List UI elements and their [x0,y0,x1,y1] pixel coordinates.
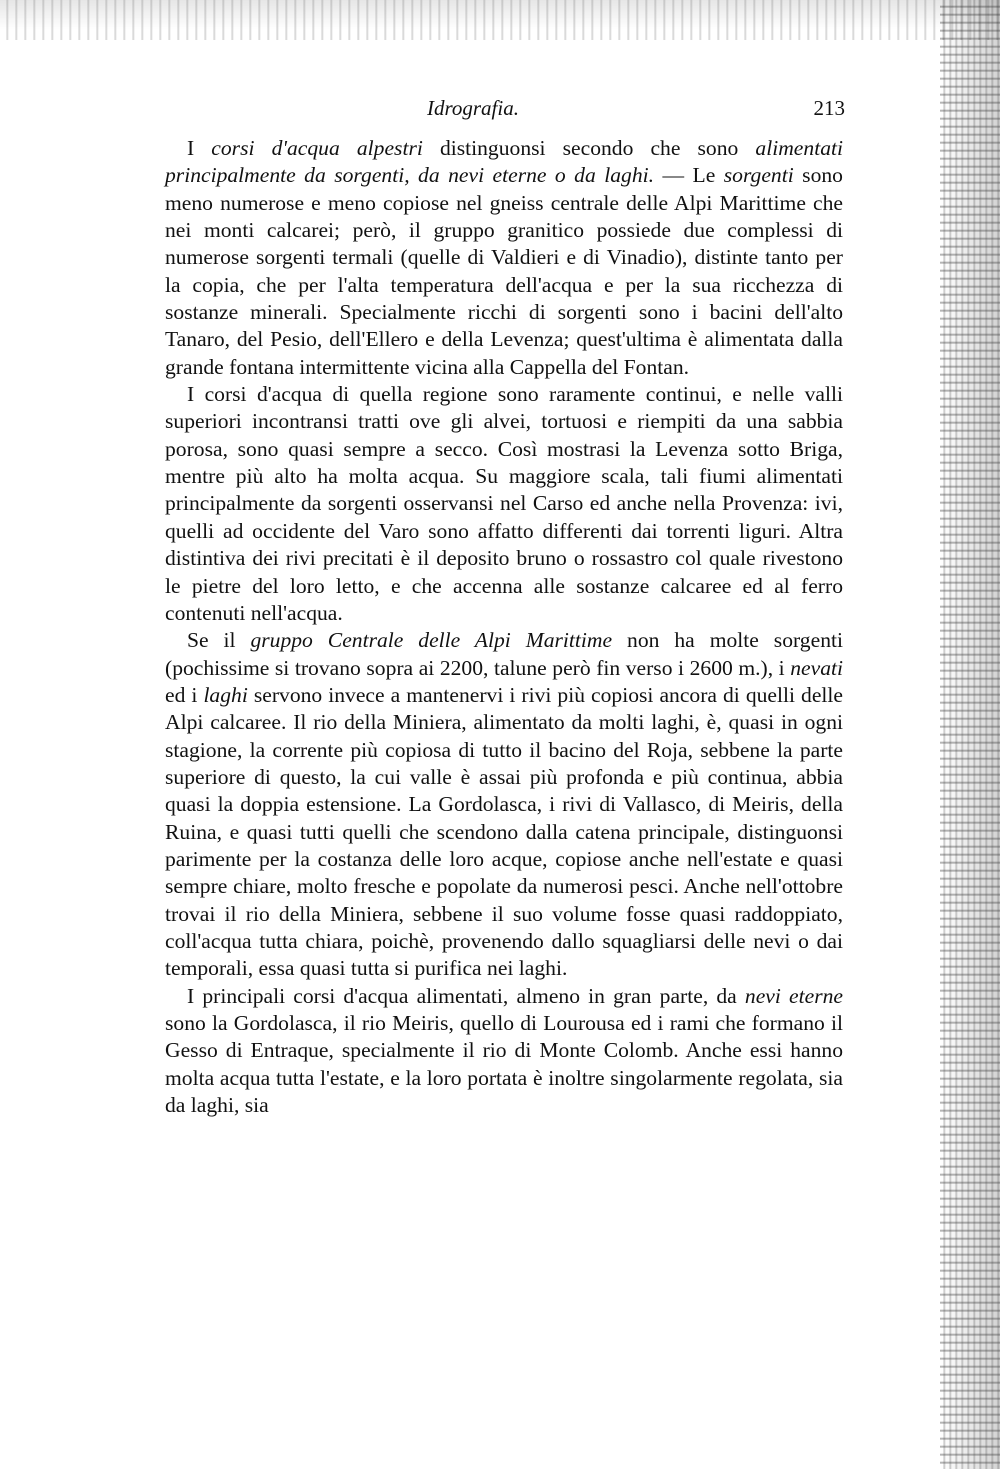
text-run: I [187,136,212,160]
italic-run: laghi [203,682,248,707]
text-run: sono meno numerose e meno copiose nel gneiss centrale delle Alpi Marittime che nei monti calcarei; però, il gruppo granitico possiede due complessi di numerose sorgenti termali (quelle di Valdieri e di Vinadio), distinte tanto per la copia, che per l'alta temperatura dell'acqua e per la sua ricchezza di sostanze minerali. Specialmente ricchi di sorgenti sono i bacini dell'alto Tanaro, del Pesio, dell'Ellero e della Levenza; quest'ultima è alimentata dalla grande fontana intermittente vicina alla Cappella del Fontan. [165,163,843,379]
italic-run: corsi d'acqua alpestri [211,136,423,160]
text-run: ed i [165,682,204,707]
paragraph-1 [165,135,843,381]
text-run: — Le [654,163,724,188]
paragraph-3 [165,627,843,982]
text-run: Se il [187,628,251,653]
text-run: non ha molte sorgenti (pochissime si trovano sopra ai 2200, talune però fin verso i 2600 m.), i [165,628,843,680]
italic-run: alimentati principalmente da sorgenti, da nevi eterne o da laghi. [165,136,843,188]
running-title: Idrografia. [427,96,519,120]
text-run: sono la Gordolasca, il rio Meiris, quello di Lourousa ed i rami che formano il Gesso di Entraque, specialmente il rio di Monte Colomb. Anche essi hanno molta acqua tutta l'estate, e la loro portata è inoltre singolarmente regolata, sia da laghi, sia [165,1011,843,1118]
scan-edge-noise-right [940,0,1000,1469]
italic-run: nevi eterne [744,983,843,1008]
italic-run: nevati [790,655,843,680]
body-text [165,135,843,1119]
paragraph-2 [165,381,843,627]
page-number: 213 [813,96,845,120]
scan-edge-noise-top [0,0,1000,40]
text-run: servono invece a mantenervi i rivi più copiosi ancora di quelli delle Alpi calcaree. Il rio della Miniera, alimentato da molti laghi, è, quasi in ogni stagione, la corrente più copiosa di tutto il bacino del Roja, sebbene la parte superiore di questo, la cui valle è assai più profonda e più continua, abbia quasi la doppia estensione. La Gordolasca, i rivi di Vallasco, di Meiris, della Ruina, e quasi tutti quelli che scendono dalla catena principale, distinguonsi parimente per la costanza delle loro acque, copiose anche nell'estate e quasi sempre chiare, molto fresche e popolate da numerosi pesci. Anche nell'ottobre trovai il rio della Miniera, sebbene il suo volume fosse quasi raddoppiato, coll'acqua tutta chiara, poichè, provenendo dallo squagliarsi delle nevi o dai temporali, essa quasi tutta si purifica nei laghi. [165,682,843,981]
text-run: distinguonsi secondo che sono [422,136,756,160]
italic-run: sorgenti [723,163,794,188]
text-run: I principali corsi d'acqua alimentati, almeno in gran parte, da [187,983,745,1008]
page-header [165,96,845,128]
text-run: I corsi d'acqua di quella regione sono raramente continui, e nelle valli superiori incontransi tratti ove gli alvei, tortuosi e riempiti da una sabbia porosa, sono quasi sempre a secco. Così mostrasi la Levenza sotto Briga, mentre più alto ha molta acqua. Su maggiore scala, tali fiumi alimentati principalmente da sorgenti osservansi nel Carso ed anche nella Provenza: ivi, quelli ad occidente del Varo sono affatto differenti dai torrenti liguri. Altra distintiva dei rivi precitati è il deposito bruno o rossastro col quale rivestono le pietre del loro letto, e che accenna alle sostanze calcaree ed al ferro contenuti nell'acqua. [165,382,843,625]
paragraph-4 [165,983,843,1120]
italic-run: gruppo Centrale delle Alpi Marittime [250,628,613,653]
